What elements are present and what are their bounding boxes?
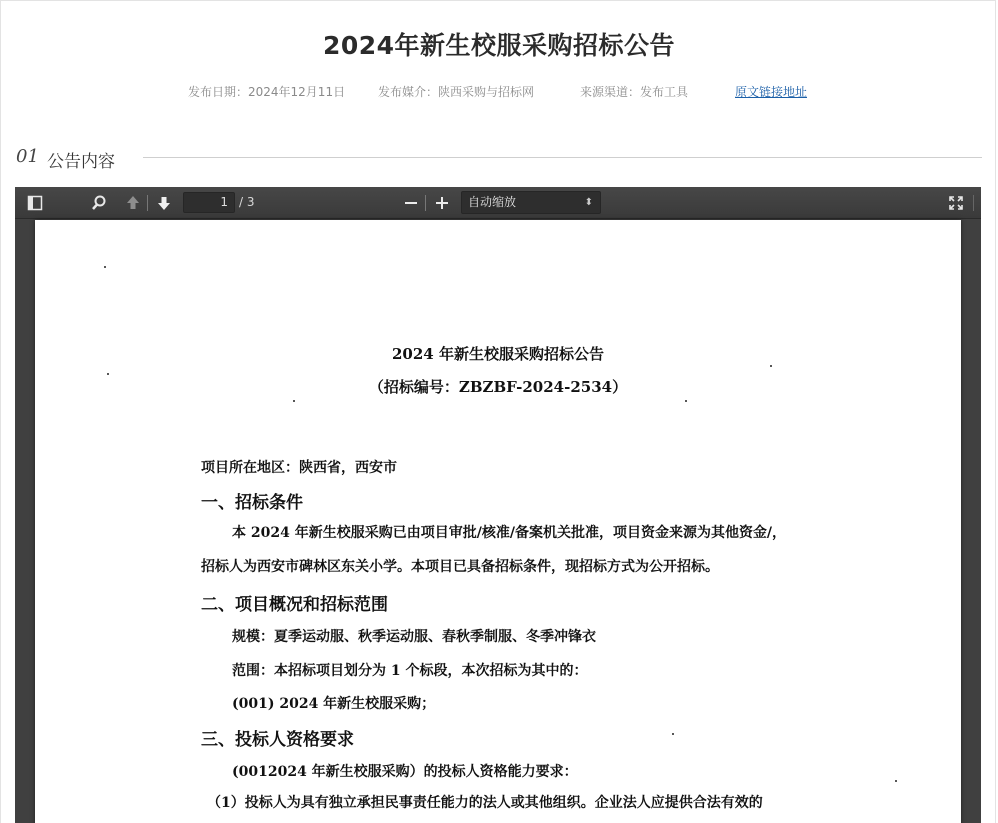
doc-heading: 二、项目概况和招标范围 (201, 595, 388, 615)
section-header (16, 144, 982, 170)
section-number: 01 (16, 146, 39, 167)
section-divider (143, 157, 982, 158)
doc-line: 招标人为西安市碑林区东关小学。本项目已具备招标条件，现招标方式为公开招标。 (201, 559, 719, 575)
publish-date: 发布日期：2024年12月11日 (188, 85, 346, 99)
search-icon[interactable] (89, 193, 109, 213)
doc-heading: 一、招标条件 (201, 493, 303, 513)
scan-speck (672, 733, 674, 735)
page-total: / 3 (239, 195, 255, 209)
source-channel: 来源渠道：发布工具 (580, 85, 689, 99)
zoom-value: 自动缩放 (468, 195, 517, 209)
pdf-viewer (15, 187, 981, 823)
scan-speck (895, 780, 897, 782)
meta-bar (188, 83, 828, 99)
pdf-toolbar (15, 187, 981, 219)
doc-line: 本 2024 年新生校服采购已由项目审批/核准/备案机关批准，项目资金来源为其他资金/， (232, 525, 787, 541)
doc-line: 项目所在地区：陕西省，西安市 (201, 460, 397, 476)
zoom-select[interactable] (461, 191, 601, 214)
original-link[interactable]: 原文链接地址 (735, 85, 808, 99)
zoom-out-icon[interactable] (401, 193, 421, 213)
publish-media: 发布媒介：陕西采购与招标网 (378, 85, 535, 99)
doc-subtitle: （招标编号：ZBZBF-2024-2534） (368, 378, 628, 396)
pdf-page (35, 220, 961, 823)
doc-heading: 三、投标人资格要求 (201, 730, 354, 750)
scan-speck (107, 373, 109, 375)
toolbar-separator (973, 195, 974, 211)
scan-speck (770, 365, 772, 367)
chevron-updown-icon: ⬍ (584, 197, 593, 208)
toolbar-separator (425, 195, 426, 211)
zoom-in-icon[interactable] (432, 193, 452, 213)
doc-title: 2024 年新生校服采购招标公告 (392, 345, 604, 363)
doc-line: 规模：夏季运动服、秋季运动服、春秋季制服、冬季冲锋衣 (232, 629, 596, 645)
sidebar-toggle-icon[interactable] (25, 193, 45, 213)
arrow-down-icon[interactable] (154, 193, 174, 213)
toolbar-separator (147, 195, 148, 211)
page-number-input[interactable]: 1 (183, 192, 235, 213)
scan-speck (293, 400, 295, 402)
scan-speck (104, 266, 106, 268)
doc-line: 范围：本招标项目划分为 1 个标段，本次招标为其中的： (232, 663, 588, 679)
doc-line: (001) 2024 年新生校服采购； (232, 696, 436, 712)
fullscreen-icon[interactable] (946, 193, 966, 213)
arrow-up-icon[interactable] (123, 193, 143, 213)
page-title: 2024年新生校服采购招标公告 (322, 31, 676, 60)
doc-line: （1）投标人为具有独立承担民事责任能力的法人或其他组织。企业法人应提供合法有效的 (207, 795, 763, 811)
doc-line: (0012024 年新生校服采购）的投标人资格能力要求： (232, 764, 578, 780)
section-label: 公告内容 (47, 152, 115, 172)
scan-speck (685, 400, 687, 402)
